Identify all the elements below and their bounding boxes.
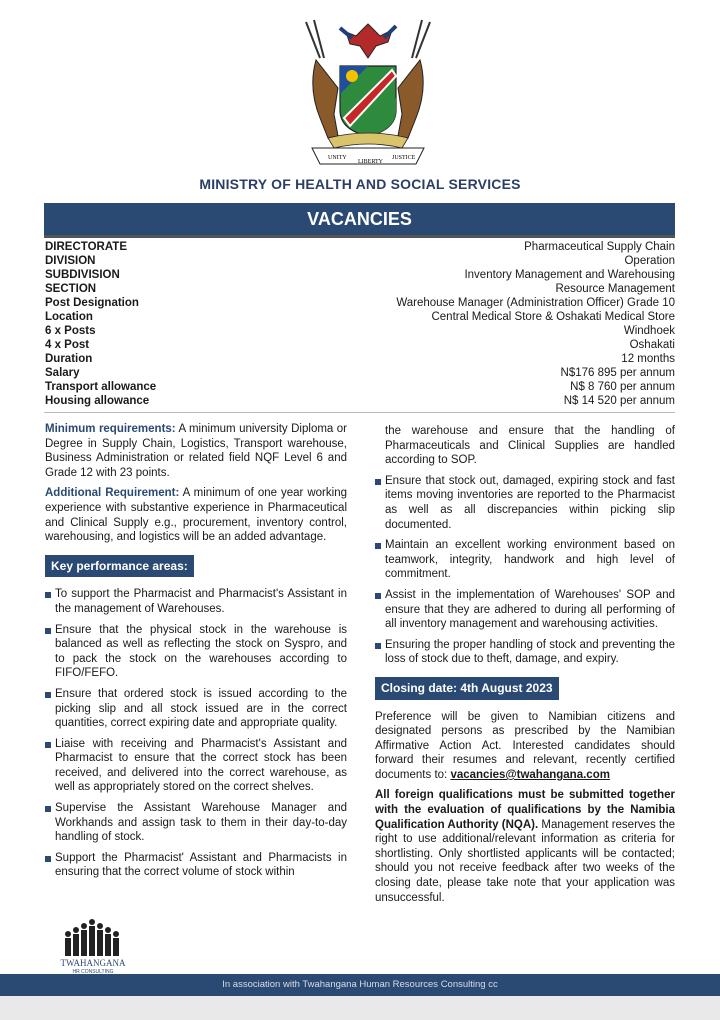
detail-row: 4 x Post Oshakati [45,339,675,351]
list-item: Ensuring the proper handling of stock and preventing the loss of stock due to theft, damage, and expiry. [375,638,675,667]
list-item: Liaise with receiving and Pharmacist's Assistant and Pharmacist to ensure that the correct stock has been received, and delivered into the correct warehouse, as well as appropriately stored on the correct shelves. [45,737,347,795]
list-item: Assist in the implementation of Warehouses' SOP and ensure that they are adhered to during all performing of all inventory management and warehousing activities. [375,588,675,632]
coat-of-arms-crest [298,18,438,168]
list-item: Ensure that ordered stock is issued according to the picking slip and all stock issued are in the correct quantities, correct expiring date and appropriate quality. [45,687,347,731]
detail-row: Salary N$176 895 per annum [45,367,675,379]
list-item: Maintain an excellent working environment based on teamwork, integrity, handwork and high level of commitment. [375,538,675,582]
detail-row: Duration 12 months [45,353,675,365]
additional-requirement: Additional Requirement: A minimum of one year working experience with substantive experience in Pharmaceutical and Clinical Supply e.g., procurement, inventory control, warehousing, and logistics will be an added advantage. [45,487,347,544]
minimum-requirements: Minimum requirements: A minimum university Diploma or Degree in Supply Chain, Logistics, Transport warehouse, Business Administration or related field NQF Level 6 and Grade 12 with 23 points. [45,423,348,479]
banner-divider [44,235,675,238]
ministry-title: MINISTRY OF HEALTH AND SOCIAL SERVICES [199,176,521,192]
motto-justice: JUSTICE [392,155,416,161]
logo-name: TWAHANGANA [60,958,126,968]
logo-sub: HR CONSULTING [72,969,114,974]
list-item: Supervise the Assistant Warehouse Manager and Workhands and assign task to them in their day-to-day handling of stock. [45,801,347,845]
detail-row: DIRECTORATE Pharmaceutical Supply Chain [45,241,675,253]
foreign-qualifications: All foreign qualifications must be submitted together with the evaluation of qualifications by the Namibia Qualification Authority (NQA). Management reserves the right to use additional/relevant information as criteria for shortlisting. Only shortlisted applicants will be contacted; should you not receive feedback after two weeks of the closing date, please take note that your application was unsuccessful. [375,789,675,904]
detail-row: Housing allowance N$ 14 520 per annum [45,395,675,407]
detail-row: Transport allowance N$ 8 760 per annum [45,381,675,393]
detail-row: 6 x Posts Windhoek [45,325,675,337]
motto-unity: UNITY [328,155,347,161]
list-item: Ensure that the physical stock in the warehouse is balanced as well as reflecting the stock on Syspro, and to pack the stock on the warehouses according to FIFO/FEFO. [45,623,347,681]
list-item: Ensure that stock out, damaged, expiring stock and fast items moving inventories are reported to the Pharmacist as well as all discrepancies within picking slip documented. [375,474,675,532]
list-item: Support the Pharmacist' Assistant and Pharmacists in ensuring that the correct volume of stock within [45,851,347,880]
twahangana-logo [48,912,138,974]
detail-row: SUBDIVISION Inventory Management and Warehousing [45,269,675,281]
kpa-continued: the warehouse and ensure that the handling of Pharmaceuticals and Clinical Supplies are handled according to SOP. [385,425,675,467]
left-column [45,422,347,886]
list-item: To support the Pharmacist and Pharmacist's Assistant in the management of Warehouses. [45,587,347,616]
closing-date: Closing date: 4th August 2023 [375,677,559,700]
motto-liberty: LIBERTY [358,159,383,165]
right-column [375,424,675,911]
post-details-table [45,240,675,408]
preference-paragraph: Preference will be given to Namibian citizens and designated persons as prescribed by the Namibian Affirmative Action Act. Interested candidates should forward their resumes and relevant, recently certified documents to: vacancies@twahangana.com [375,710,675,781]
section-divider [44,412,675,413]
kpa-heading: Key performance areas: [45,555,194,578]
detail-row: Location Central Medical Store & Oshakati Medical Store [45,311,675,323]
detail-row: Post Designation Warehouse Manager (Administration Officer) Grade 10 [45,297,675,309]
detail-row: DIVISION Operation [45,255,675,267]
vacancies-banner: VACANCIES [44,203,675,235]
footer: In association with Twahangana Human Resources Consulting cc [0,974,720,996]
detail-row: SECTION Resource Management [45,283,675,295]
bottom-strip [0,996,720,1020]
email-link[interactable]: vacancies@twahangana.com [450,768,610,781]
